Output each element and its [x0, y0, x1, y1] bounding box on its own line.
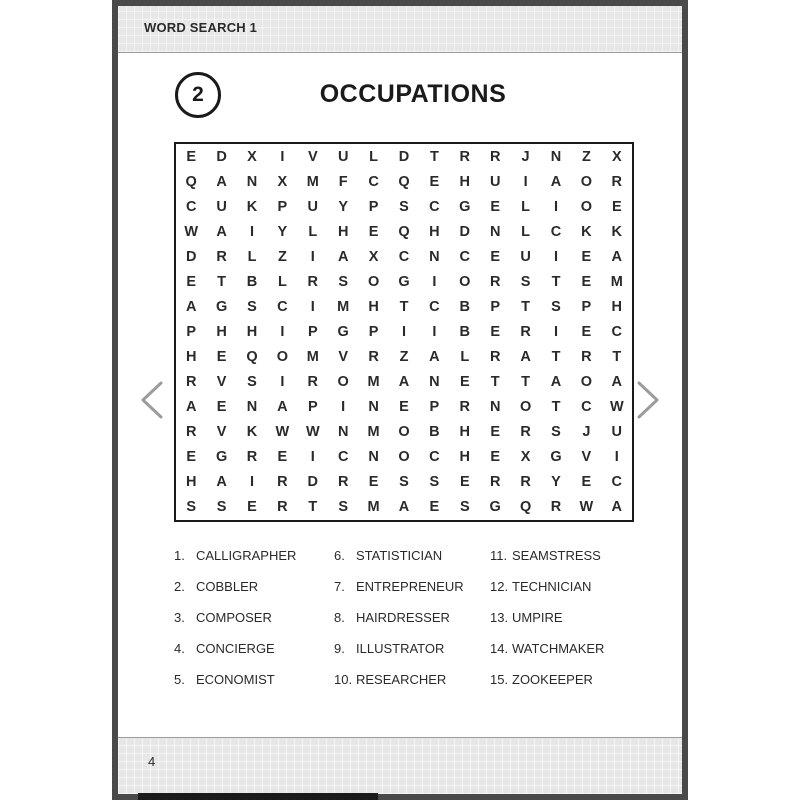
word-number: 12.: [490, 579, 509, 594]
grid-cell: X: [368, 248, 379, 265]
grid-cell: I: [341, 399, 346, 416]
grid-cell: O: [398, 449, 410, 466]
word-list-item: [490, 610, 604, 641]
grid-cell: S: [429, 474, 440, 491]
grid-cell: J: [582, 424, 591, 441]
grid-cell: U: [337, 148, 349, 165]
word-list-item: [174, 672, 296, 703]
chevron-right-icon: [636, 380, 660, 420]
grid-cell: I: [280, 148, 285, 165]
word-search-grid: [174, 142, 634, 522]
grid-cell: C: [337, 449, 349, 466]
grid-cell: Z: [277, 248, 287, 265]
word-number: 2.: [174, 579, 185, 594]
word-list-item: [334, 579, 464, 610]
previous-page-button[interactable]: [140, 380, 164, 420]
grid-cell: S: [338, 273, 349, 290]
grid-cell: D: [216, 148, 227, 165]
grid-cell: I: [249, 223, 254, 240]
grid-cell: M: [337, 298, 350, 315]
grid-cell: R: [277, 474, 288, 491]
grid-cell: M: [367, 499, 380, 516]
page-number: 4: [148, 754, 156, 769]
grid-cell: I: [432, 323, 437, 340]
grid-cell: C: [368, 173, 379, 190]
word-text: COMPOSER: [196, 610, 272, 625]
grid-cell: Y: [277, 223, 288, 240]
grid-cell: W: [184, 223, 199, 240]
grid-cell: C: [611, 323, 623, 340]
grid-cell: R: [277, 499, 288, 516]
grid-cell: H: [429, 223, 440, 240]
grid-cell: U: [489, 173, 501, 190]
word-number: 3.: [174, 610, 185, 625]
puzzle-number: 2: [192, 83, 204, 106]
grid-cell: R: [489, 349, 501, 366]
word-number: 6.: [334, 548, 345, 563]
grid-cell: P: [307, 323, 318, 340]
grid-cell: O: [519, 399, 532, 416]
grid-cell: P: [429, 399, 440, 416]
grid-cell: P: [186, 323, 197, 340]
grid-cell: E: [459, 374, 470, 391]
grid-cell: O: [398, 424, 410, 441]
grid-cell: T: [490, 374, 500, 391]
word-list-item: [174, 641, 296, 672]
grid-cell: G: [337, 323, 349, 340]
word-list-column-3: [490, 548, 604, 703]
grid-cell: T: [551, 399, 561, 416]
word-text: SEAMSTRESS: [512, 548, 601, 563]
grid-cell: P: [277, 198, 288, 215]
grid-cell: S: [186, 499, 197, 516]
grid-cell: T: [429, 148, 439, 165]
grid-cell: E: [247, 499, 257, 516]
grid-cell: P: [368, 323, 379, 340]
grid-cell: V: [338, 349, 349, 366]
grid-cell: N: [337, 424, 349, 441]
word-number: 8.: [334, 610, 345, 625]
grid-cell: A: [398, 499, 410, 516]
grid-cell: C: [398, 248, 410, 265]
word-text: HAIRDRESSER: [356, 610, 450, 625]
word-list-column-2: [334, 548, 464, 703]
grid-cell: N: [246, 399, 258, 416]
grid-cell: W: [305, 424, 320, 441]
grid-cell: C: [185, 198, 197, 215]
grid-cell: T: [521, 298, 531, 315]
word-number: 11.: [490, 548, 508, 563]
grid-cell: Y: [338, 198, 349, 215]
grid-cell: R: [459, 148, 471, 165]
grid-cell: E: [581, 323, 592, 340]
grid-cell: R: [489, 273, 501, 290]
grid-cell: N: [429, 374, 440, 391]
grid-cell: Z: [581, 148, 591, 165]
grid-cell: A: [337, 248, 349, 265]
grid-cell: C: [459, 248, 471, 265]
grid-cell: Q: [519, 499, 532, 516]
grid-cell: W: [579, 499, 594, 516]
grid-cell: T: [551, 349, 561, 366]
grid-cell: I: [310, 449, 315, 466]
grid-cell: Q: [185, 173, 197, 190]
grid-cell: L: [521, 198, 531, 215]
grid-cell: V: [581, 449, 592, 466]
grid-cell: O: [459, 273, 471, 290]
grid-cell: B: [459, 298, 471, 315]
grid-cell: X: [277, 173, 288, 190]
grid-cell: H: [611, 298, 623, 315]
grid-cell: Y: [551, 474, 561, 491]
grid-cell: R: [520, 323, 531, 340]
grid-cell: R: [337, 474, 349, 491]
grid-cell: H: [246, 323, 258, 340]
grid-cell: O: [580, 198, 593, 215]
grid-cell: T: [521, 374, 531, 391]
grid-cell: R: [185, 424, 197, 441]
grid-cell: H: [459, 449, 471, 466]
grid-cell: G: [489, 499, 501, 516]
grid-cell: A: [429, 349, 440, 366]
grid-cell: D: [307, 474, 319, 491]
word-list-item: [490, 672, 604, 703]
word-text: STATISTICIAN: [356, 548, 443, 563]
grid-cell: V: [216, 374, 227, 391]
word-number: 5.: [174, 672, 185, 687]
grid-cell: J: [521, 148, 530, 165]
word-list-item: [490, 579, 604, 610]
grid-cell: C: [550, 223, 562, 240]
grid-cell: R: [520, 424, 531, 441]
word-text: UMPIRE: [512, 610, 563, 625]
grid-cell: H: [185, 474, 197, 491]
grid-cell: I: [280, 374, 285, 391]
grid-cell: H: [459, 173, 471, 190]
grid-cell: L: [369, 148, 379, 165]
grid-cell: I: [310, 298, 315, 315]
grid-cell: G: [215, 449, 228, 466]
word-text: COBBLER: [196, 579, 259, 594]
grid-cell: R: [368, 349, 379, 366]
grid-cell: U: [611, 424, 623, 441]
grid-cell: T: [612, 349, 622, 366]
grid-cell: M: [306, 349, 319, 366]
grid-cell: R: [216, 248, 227, 265]
grid-cell: R: [246, 449, 258, 466]
word-text: CALLIGRAPHER: [196, 548, 297, 563]
grid-cell: E: [490, 424, 501, 441]
grid-cell: A: [216, 223, 227, 240]
grid-cell: I: [553, 198, 558, 215]
grid-cell: A: [277, 399, 288, 416]
grid-cell: N: [368, 449, 379, 466]
grid-cell: A: [216, 173, 227, 190]
grid-cell: W: [609, 399, 624, 416]
grid-cell: E: [490, 323, 501, 340]
grid-cell: L: [247, 248, 257, 265]
grid-cell: P: [307, 399, 318, 416]
grid-cell: A: [550, 374, 562, 391]
grid-cell: N: [489, 399, 501, 416]
grid-cell: O: [337, 374, 349, 391]
grid-cell: H: [368, 298, 379, 315]
grid-cell: H: [216, 323, 227, 340]
grid-cell: B: [246, 273, 258, 290]
grid-cell: I: [432, 273, 437, 290]
grid-cell: G: [550, 449, 562, 466]
word-number: 13.: [490, 610, 509, 625]
grid-cell: E: [277, 449, 288, 466]
grid-cell: E: [459, 474, 470, 491]
grid-cell: A: [185, 399, 197, 416]
grid-cell: M: [306, 173, 319, 190]
word-text: ILLUSTRATOR: [356, 641, 445, 656]
grid-cell: N: [246, 173, 258, 190]
grid-cell: D: [459, 223, 471, 240]
grid-cell: E: [368, 474, 379, 491]
grid-cell: M: [610, 273, 623, 290]
page-footer-band: [118, 737, 682, 794]
word-list: [174, 548, 654, 708]
grid-cell: T: [551, 273, 561, 290]
word-text: TECHNICIAN: [512, 579, 592, 594]
grid-cell: O: [580, 173, 593, 190]
grid-cell: Z: [399, 349, 409, 366]
grid-cell: S: [247, 298, 257, 315]
grid-cell: R: [459, 399, 471, 416]
grid-cell: C: [429, 198, 440, 215]
grid-cell: C: [581, 399, 592, 416]
word-text: CONCIERGE: [196, 641, 275, 656]
grid-cell: G: [459, 198, 471, 215]
grid-cell: P: [368, 198, 379, 215]
grid-cell: I: [401, 323, 406, 340]
word-list-item: [334, 548, 464, 579]
grid-cell: C: [429, 298, 440, 315]
grid-cell: R: [611, 173, 623, 190]
grid-cell: A: [216, 474, 227, 491]
grid-cell: M: [367, 374, 380, 391]
grid-cell: E: [429, 499, 440, 516]
chevron-left-icon: [140, 380, 164, 420]
word-list-item: [334, 610, 464, 641]
word-list-item: [334, 641, 464, 672]
word-list-item: [174, 579, 296, 610]
grid-cell: B: [459, 323, 471, 340]
grid-cell: P: [581, 298, 592, 315]
grid-cell: E: [399, 399, 409, 416]
word-list-item: [174, 610, 296, 641]
grid-cell: D: [185, 248, 197, 265]
grid-cell: N: [489, 223, 501, 240]
book-title: WORD SEARCH 1: [144, 20, 258, 35]
grid-cell: E: [490, 449, 501, 466]
grid-cell: C: [277, 298, 288, 315]
grid-cell: Q: [398, 173, 410, 190]
grid-cell: S: [551, 424, 561, 441]
grid-cell: H: [337, 223, 349, 240]
grid-cell: E: [429, 173, 440, 190]
grid-cell: N: [550, 148, 562, 165]
grid-cell: T: [399, 298, 409, 315]
grid-cell: S: [247, 374, 257, 391]
grid-cell: C: [611, 474, 623, 491]
grid-cell: K: [246, 424, 258, 441]
grid-cell: V: [216, 424, 227, 441]
grid-cell: L: [460, 349, 470, 366]
word-text: ECONOMIST: [196, 672, 275, 687]
grid-cell: R: [581, 349, 592, 366]
word-list-column-1: [174, 548, 296, 703]
word-number: 4.: [174, 641, 185, 656]
grid-cell: E: [490, 198, 501, 215]
grid-cell: A: [185, 298, 197, 315]
next-page-button[interactable]: [636, 380, 660, 420]
word-list-item: [490, 641, 604, 672]
grid-cell: L: [277, 273, 287, 290]
grid-cell: W: [275, 424, 290, 441]
grid-cell: X: [611, 148, 622, 165]
grid-cell: X: [247, 148, 257, 165]
grid-cell: Q: [246, 349, 258, 366]
grid-cell: R: [489, 148, 501, 165]
grid-cell: I: [614, 449, 619, 466]
grid-cell: E: [216, 349, 227, 366]
grid-cell: H: [459, 424, 471, 441]
word-number: 14.: [490, 641, 509, 656]
grid-cell: K: [611, 223, 623, 240]
word-number: 15.: [490, 672, 509, 687]
grid-cell: A: [611, 248, 623, 265]
grid-cell: I: [280, 323, 285, 340]
word-list-item: [174, 548, 296, 579]
word-text: ENTREPRENEUR: [356, 579, 464, 594]
grid-cell: R: [307, 273, 319, 290]
word-number: 7.: [334, 579, 345, 594]
grid-cell: S: [338, 499, 349, 516]
grid-cell: E: [216, 399, 227, 416]
grid-cell: S: [399, 198, 409, 215]
grid-cell: A: [611, 499, 623, 516]
grid-cell: I: [310, 248, 315, 265]
grid-cell: I: [249, 474, 254, 491]
grid-cell: B: [429, 424, 440, 441]
grid-cell: I: [553, 248, 558, 265]
grid-cell: D: [398, 148, 410, 165]
grid-cell: R: [307, 374, 319, 391]
grid-cell: X: [520, 449, 531, 466]
grid-cell: L: [521, 223, 531, 240]
grid-cell: G: [215, 298, 228, 315]
page-header-band: [118, 6, 682, 53]
grid-cell: R: [520, 474, 531, 491]
grid-cell: H: [185, 349, 197, 366]
grid-cell: A: [520, 349, 531, 366]
grid-cell: F: [338, 173, 348, 190]
puzzle-number-badge: [175, 72, 221, 118]
grid-cell: O: [276, 349, 289, 366]
grid-cell: E: [368, 223, 379, 240]
word-text: WATCHMAKER: [512, 641, 605, 656]
grid-cell: A: [398, 374, 410, 391]
grid-cell: N: [429, 248, 440, 265]
grid-cell: S: [459, 499, 470, 516]
grid-cell: C: [429, 449, 440, 466]
grid-cell: Q: [398, 223, 410, 240]
grid-cell: N: [368, 399, 379, 416]
grid-cell: U: [520, 248, 531, 265]
grid-cell: E: [581, 248, 592, 265]
grid-cell: A: [550, 173, 562, 190]
grid-cell: R: [550, 499, 562, 516]
word-text: ZOOKEEPER: [512, 672, 593, 687]
grid-cell: E: [581, 474, 592, 491]
grid-cell: E: [581, 273, 592, 290]
grid-cell: M: [367, 424, 380, 441]
word-number: 10.: [334, 672, 353, 687]
grid-cell: E: [490, 248, 501, 265]
grid-cell: E: [611, 198, 622, 215]
grid-cell: K: [246, 198, 258, 215]
grid-cell: S: [551, 298, 561, 315]
grid-cell: I: [553, 323, 558, 340]
grid-cell: K: [581, 223, 592, 240]
grid-cell: E: [186, 449, 197, 466]
word-number: 9.: [334, 641, 345, 656]
grid-cell: T: [308, 499, 318, 516]
grid-cell: R: [185, 374, 197, 391]
word-list-item: [334, 672, 464, 703]
word-list-item: [490, 548, 604, 579]
grid-cell: T: [217, 273, 227, 290]
grid-cell: G: [398, 273, 410, 290]
grid-cell: U: [216, 198, 227, 215]
grid-cell: I: [523, 173, 528, 190]
grid-cell: A: [611, 374, 623, 391]
word-number: 1.: [174, 548, 185, 563]
grid-cell: V: [307, 148, 318, 165]
puzzle-title: OCCUPATIONS: [319, 80, 507, 108]
word-text: RESEARCHER: [356, 672, 447, 687]
grid-cell: S: [399, 474, 409, 491]
grid-cell: R: [489, 474, 501, 491]
grid-cell: L: [308, 223, 318, 240]
grid-cell: S: [520, 273, 531, 290]
grid-cell: U: [307, 198, 319, 215]
grid-cell: P: [490, 298, 501, 315]
grid-cell: S: [216, 499, 227, 516]
next-page-peek: [138, 793, 378, 800]
book-page: [118, 6, 682, 794]
grid-cell: E: [186, 148, 197, 165]
grid-cell: O: [367, 273, 380, 290]
grid-cell: E: [186, 273, 197, 290]
grid-cell: O: [580, 374, 593, 391]
